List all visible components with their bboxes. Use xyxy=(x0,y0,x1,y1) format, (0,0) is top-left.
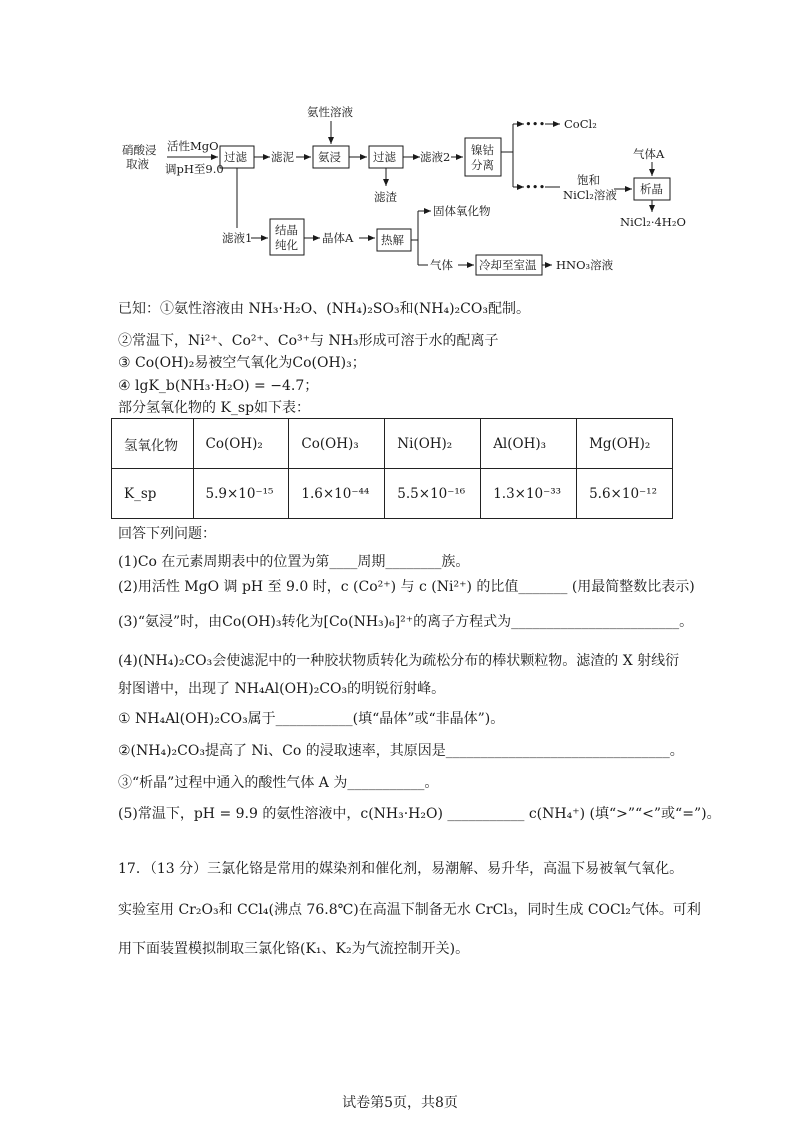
question-4-sub-3: ③“析晶”过程中通入的酸性气体 A 为___________。 xyxy=(118,775,439,791)
start-label-1: 硝酸浸 xyxy=(122,143,157,157)
nicl2-hydrate-label: NiCl₂·4H₂O xyxy=(620,215,686,229)
crystal-out-label: 析晶 xyxy=(640,182,663,196)
step1-top-label: 活性MgO xyxy=(167,139,219,153)
gas-a-label: 气体A xyxy=(633,147,665,161)
ammonia-leach-label: 氨浸 xyxy=(318,150,341,164)
q17-line-2: 实验室用 Cr₂O₃和 CCl₄(沸点 76.8℃)在高温下制备无水 CrCl₃，同时生成 COCl₂气体。可利 xyxy=(118,902,701,918)
step1-bottom-label: 调pH至9.0 xyxy=(165,162,224,176)
q17-line-1: 17．（13 分）三氯化铬是常用的媒染剂和催化剂，易潮解、易升华，高温下易被氧气氧化。 xyxy=(118,861,684,877)
table-row-label: K_sp xyxy=(112,469,194,519)
table-cell: 5.9×10⁻¹⁵ xyxy=(193,469,289,519)
hno3-label: HNO₃溶液 xyxy=(556,258,614,272)
ammonia-solution-label: 氨性溶液 xyxy=(307,105,353,119)
question-4-line-1: (4)(NH₄)₂CO₃会使滤泥中的一种胶状物质转化为疏松分布的棒状颗粒物。滤渣的 X 射线衍 xyxy=(118,653,680,669)
saturated-label-1: 饱和 xyxy=(577,173,600,187)
table-header-cell: Al(OH)₃ xyxy=(481,419,577,469)
solid-oxide-label: 固体氧化物 xyxy=(433,204,491,218)
table-header-cell: Ni(OH)₂ xyxy=(385,419,481,469)
question-3: (3)“氨浸”时，由Co(OH)₃转化为[Co(NH₃)₆]²⁺的离子方程式为________________________。 xyxy=(118,614,694,630)
residue-label: 滤渣 xyxy=(374,190,397,204)
known-line-1: 已知：①氨性溶液由 NH₃·H₂O、(NH₄)₂SO₃和(NH₄)₂CO₃配制。 xyxy=(118,301,530,317)
known-line-5: 部分氢氧化物的 K_sp如下表： xyxy=(118,400,311,416)
mud-label: 滤泥 xyxy=(271,150,294,164)
separation-label-1: 镍钴 xyxy=(471,143,494,157)
table-header-cell: Co(OH)₂ xyxy=(193,419,289,469)
known-line-3: ③ Co(OH)₂易被空气氧化为Co(OH)₃； xyxy=(118,355,366,371)
questions-intro: 回答下列问题： xyxy=(118,526,216,542)
process-flowchart xyxy=(0,0,800,290)
question-4-line-2: 射图谱中，出现了 NH₄Al(OH)₂CO₃的明锐衍射峰。 xyxy=(118,681,446,697)
question-2: (2)用活性 MgO 调 pH 至 9.0 时，c (Co²⁺) 与 c (Ni²⁺) 的比值_______ (用最简整数比表示) xyxy=(118,579,695,595)
dots-top: ••• xyxy=(525,117,546,131)
table-header-cell: Mg(OH)₂ xyxy=(577,419,673,469)
saturated-label-2: NiCl₂溶液 xyxy=(563,188,617,202)
filter1-label: 过滤 xyxy=(224,150,247,164)
table-cell: 5.6×10⁻¹² xyxy=(577,469,673,519)
cocl2-label: CoCl₂ xyxy=(564,117,597,131)
dots-bottom: ••• xyxy=(525,180,546,194)
table-header-cell: 氢氧化物 xyxy=(112,419,194,469)
filtrate2-label: 滤液2 xyxy=(420,150,451,164)
question-4-sub-2: ②(NH₄)₂CO₃提高了 Ni、Co 的浸取速率，其原因是________________________________。 xyxy=(118,743,684,759)
gas-label: 气体 xyxy=(430,258,453,272)
question-1: (1)Co 在元素周期表中的位置为第____周期________族。 xyxy=(118,554,470,570)
purify-label-1: 结晶 xyxy=(275,223,298,237)
cool-label: 冷却至室温 xyxy=(479,258,537,272)
table-cell: 1.3×10⁻³³ xyxy=(481,469,577,519)
crystal-a-label: 晶体A xyxy=(322,231,354,245)
q17-line-3: 用下面装置模拟制取三氯化铬(K₁、K₂为气流控制开关)。 xyxy=(118,941,470,957)
known-line-2: ②常温下，Ni²⁺、Co²⁺、Co³⁺与 NH₃形成可溶于水的配离子 xyxy=(118,333,499,349)
filtrate1-label: 滤液1 xyxy=(222,231,253,245)
table-cell: 1.6×10⁻⁴⁴ xyxy=(289,469,385,519)
table-header-row xyxy=(112,419,673,469)
question-4-sub-1: ① NH₄Al(OH)₂CO₃属于___________(填“晶体”或“非晶体”)。 xyxy=(118,711,505,727)
separation-label-2: 分离 xyxy=(471,158,494,172)
pyrolysis-label: 热解 xyxy=(381,233,404,247)
question-5: (5)常温下，pH = 9.9 的氨性溶液中，c(NH₃·H₂O) ___________ c(NH₄⁺) (填“>”“<”或“=”)。 xyxy=(118,806,721,822)
purify-label-2: 纯化 xyxy=(275,238,298,252)
table-cell: 5.5×10⁻¹⁶ xyxy=(385,469,481,519)
page-footer: 试卷第5页，共8页 xyxy=(342,1095,458,1111)
known-line-4: ④ lgK_b(NH₃·H₂O) = −4.7； xyxy=(118,378,319,394)
filter2-label: 过滤 xyxy=(373,150,396,164)
table-header-cell: Co(OH)₃ xyxy=(289,419,385,469)
start-label-2: 取液 xyxy=(126,157,149,171)
table-row xyxy=(112,469,673,519)
ksp-table xyxy=(111,418,673,519)
